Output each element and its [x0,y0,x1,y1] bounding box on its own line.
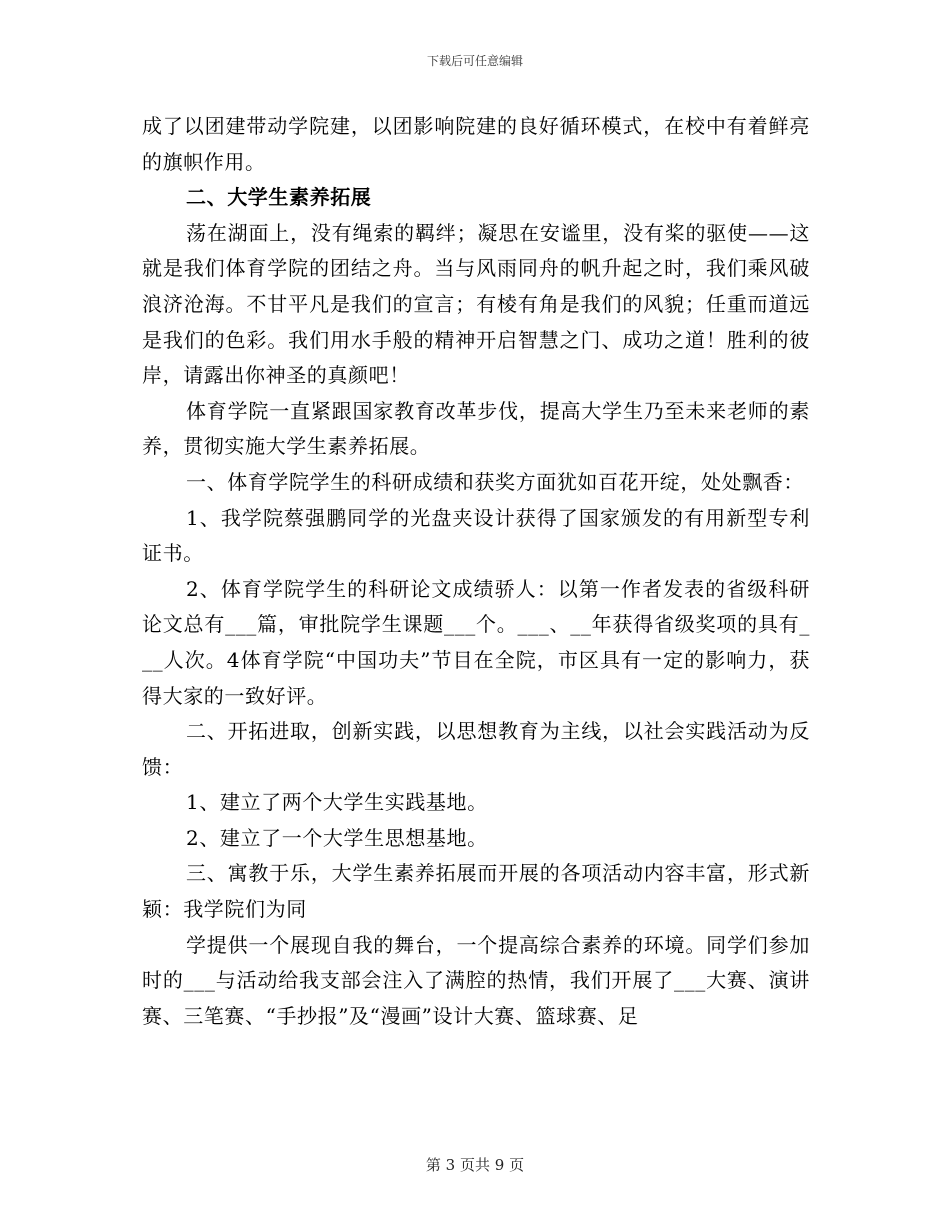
list-item-1: 1、我学院蔡强鹏同学的光盘夹设计获得了国家颁发的有用新型专利证书。 [142,505,810,566]
list-item-thought-base: 2、建立了一个大学生思想基地。 [186,825,488,850]
list-item-2: 2、体育学院学生的科研论文成绩骄人：以第一作者发表的省级科研论文总有___篇，审批院学生课题___个。___、__年获得省级奖项的具有___人次。4体育学院“中国功夫”节目在全院，市区具有一定的影响力，获得大家的一致好评。 [142,576,810,708]
document-body [142,109,810,1034]
section-heading: 二、大学生素养拓展 [186,185,372,210]
paragraph-continuation: 成了以团建带动学院建，以团影响院建的良好循环模式，在校中有着鲜亮的旗帜作用。 [142,114,810,174]
paragraph-point-one: 一、体育学院学生的科研成绩和获奖方面犹如百花开绽，处处飘香： [186,469,804,494]
paragraph-point-two: 二、开拓进取，创新实践，以思想教育为主线，以社会实践活动为反馈： [142,719,810,779]
paragraph-intro: 荡在湖面上，没有绳索的羁绊；凝思在安谧里，没有桨的驱使——这就是我们体育学院的团结之舟。当与风雨同舟的帆升起之时，我们乘风破浪济沧海。不甘平凡是我们的宣言；有棱有角是我们的风貌；任重而道远是我们的色彩。我们用水手般的精神开启智慧之门、成功之道！胜利的彼岸，请露出你神圣的真颜吧！ [142,220,810,388]
paragraph-summary: 体育学院一直紧跟国家教育改革步伐，提高大学生乃至未来老师的素养，贯彻实施大学生素养拓展。 [142,398,810,459]
paragraph-point-three: 三、寓教于乐，大学生素养拓展而开展的各项活动内容丰富，形式新颖：我学院们为同 [142,861,810,922]
page-number: 第 3 页共 9 页 [425,1156,525,1174]
list-item-practice-base: 1、建立了两个大学生实践基地。 [186,790,488,815]
page-header-note: 下载后可任意编辑 [426,54,523,68]
paragraph-activities: 学提供一个展现自我的舞台，一个提高综合素养的环境。同学们参加时的___与活动给我支部会注入了满腔的热情，我们开展了___大赛、演讲赛、三笔赛、“手抄报”及“漫画”设计大赛、篮球赛、足 [142,932,810,1028]
